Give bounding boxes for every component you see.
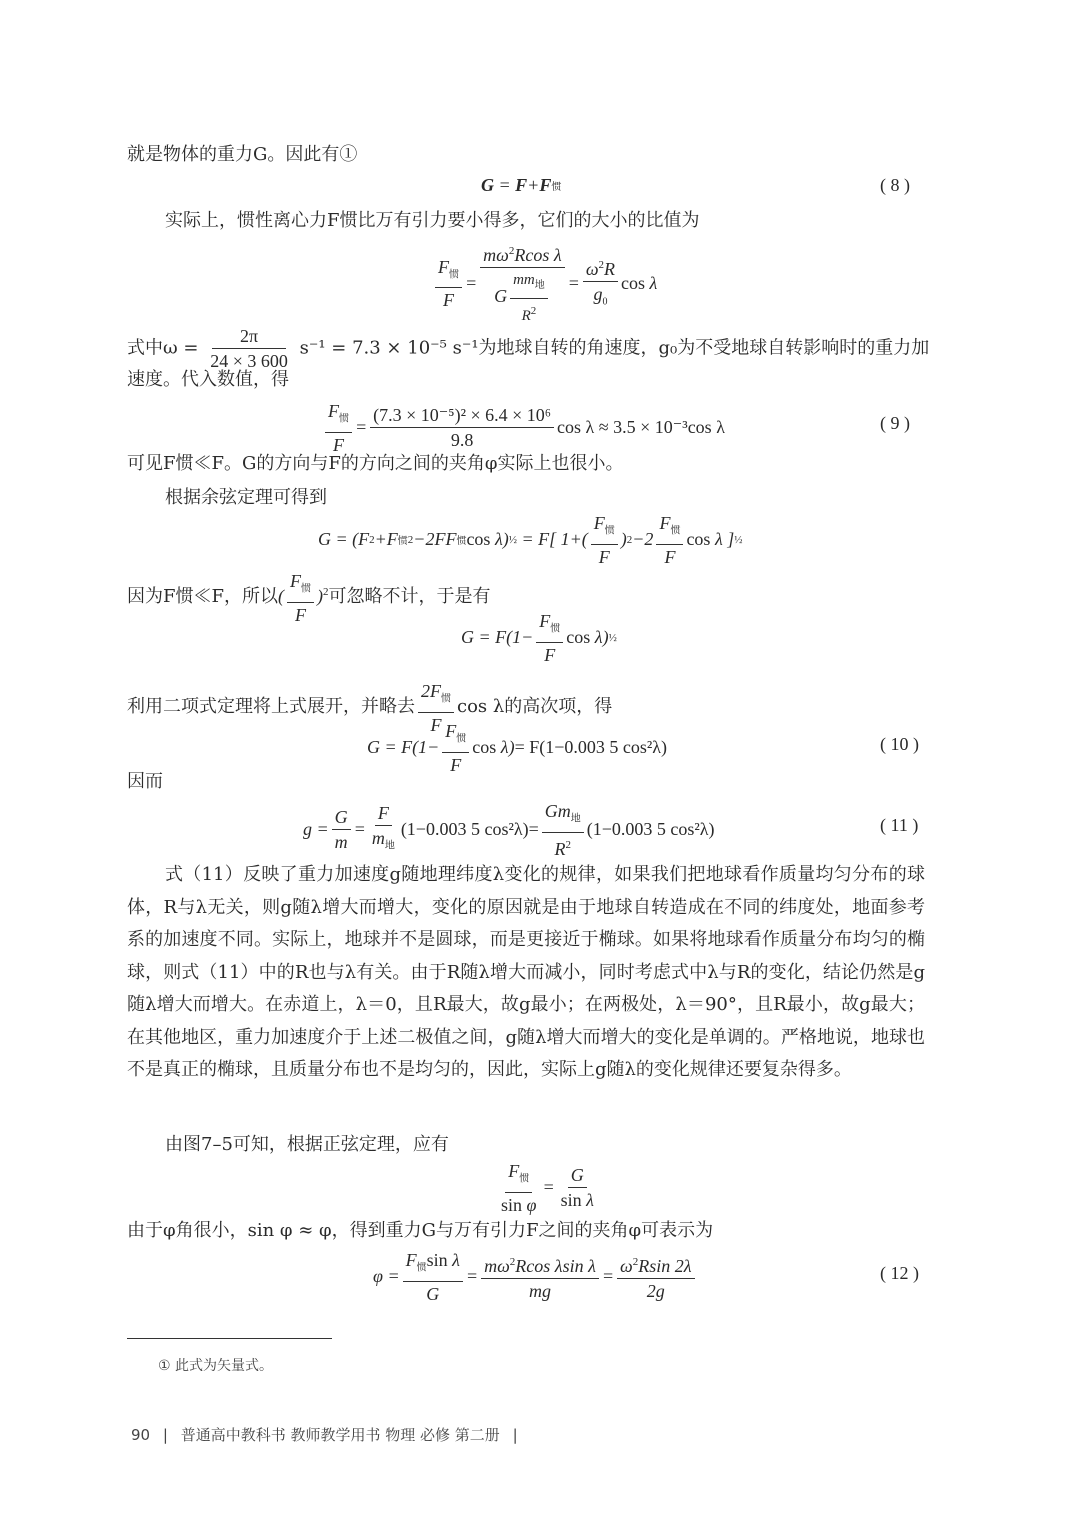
- text-line: 因为F惯≪F，所以( $\frac{F_惯}{F}$ )$^2$可忽略不计，于是有: [127, 571, 491, 625]
- text-line: 实际上，惯性离心力F惯比万有引力要小得多，它们的大小的比值为: [165, 210, 700, 231]
- text-line: 式中ω = $\frac{2\pi}{24 \times 3 600}$ s⁻¹ = 7.3 × 10⁻⁵ s⁻¹为地球自转的角速度，g₀为不受地球自转影响时的重力加: [127, 326, 930, 371]
- text-line: 由于φ角很小，sin φ ≈ φ，得到重力G与万有引力F之间的夹角φ可表示为: [127, 1220, 714, 1241]
- equation-number: ( 10 ): [880, 734, 919, 754]
- footnote: ① 此式为矢量式。: [158, 1358, 274, 1374]
- page-footer: 90 | 普通高中教科书 教师教学用书 物理 必修 第二册 |: [131, 1426, 518, 1444]
- text-line: 根据余弦定理可得到: [165, 487, 327, 508]
- equation-cosine-law: G = (F 2 +F 惯 2 −2FF 惯 cos λ) ½ = F[ 1+( $\frac{F_惯}{F}$ ) 2 −2 $\frac{F_惯}{F}$ cos λ ] ½: [318, 513, 743, 567]
- footnote-divider: [127, 1338, 332, 1339]
- equation-number: ( 11 ): [880, 815, 919, 835]
- equation-sine-law: $\frac{F_惯}{\text{sin φ}}$ = $\frac{G}{\text{sin λ}}$: [501, 1161, 594, 1215]
- equation-10: G = F(1− $\frac{F_惯}{F}$ cos λ) = F(1−0.003 5 cos²λ): [367, 721, 667, 775]
- equation-number: ( 8 ): [880, 175, 910, 195]
- equation-11: g = $\frac{G}{m}$ = $\frac{F}{m_地}$ (1−0.003 5 cos²λ)= $\frac{Gm_地}{R^2}$ (1−0.003 5 cos²λ): [303, 801, 715, 859]
- equation-8: G = F + F 惯: [481, 175, 562, 195]
- equation-9: $\frac{F_惯}{F}$ = $\frac{\text{(7.3 × 10⁻⁵)² × 6.4 × 10⁶}}{9.8}$ cos λ ≈ 3.5 × 10⁻³cos λ: [322, 400, 725, 456]
- text-line: 就是物体的重力G。因此有①: [127, 144, 358, 165]
- text-line: 可见F惯≪F。G的方向与F的方向之间的夹角φ实际上也很小。: [127, 453, 624, 474]
- equation-number: ( 9 ): [880, 413, 910, 433]
- page-number: 90: [131, 1426, 151, 1444]
- text-line: 由图7–5可知，根据正弦定理，应有: [165, 1134, 449, 1155]
- body-paragraph: 式（11）反映了重力加速度g随地理纬度λ变化的规律，如果我们把地球看作质量均匀分布的球体，R与λ无关，则g随λ增大而增大，变化的原因就是由于地球自转造成在不同的纬度处，地面参考系的加速度不同。实际上，地球并不是圆球，而是更接近于椭球。如果将地球看作质量分布均匀的椭球，则式（11）中的R也与λ有关。由于R随λ增大而减小，同时考虑式中λ与R的变化，结论仍然是g随λ增大而增大。在赤道上，λ＝0，且R最大，故g最小；在两极处，λ＝90°，且R最小，故g最大；在其他地区，重力加速度介于上述二极值之间，g随λ增大而增大的变化是单调的。严格地说，地球也不是真正的椭球，且质量分布也不是均匀的，因此，实际上g随λ的变化规律还要复杂得多。: [127, 864, 925, 1080]
- text-line: 速度。代入数值，得: [127, 369, 289, 390]
- equation-approx: G = F(1− $\frac{F_惯}{F}$ cos λ) ½: [461, 611, 617, 665]
- text-line: 因而: [127, 771, 163, 792]
- equation-number: ( 12 ): [880, 1263, 919, 1283]
- equation-ratio: $\frac{F_惯}{F}$ = $m\omega^2Rcos$ λ G $\frac{mm_地}{R^2}$ = $\frac{\omega^2R}{g_0}$ cos λ: [432, 240, 657, 327]
- text-line: 利用二项式定理将上式展开，并略去 $\frac{2F_惯}{F}$ cos λ的高次项，得: [127, 681, 613, 735]
- book-title: 普通高中教科书 教师教学用书 物理 必修 第二册: [180, 1426, 500, 1444]
- equation-12: φ = $\frac{F_惯\sin \lambda}{G}$ = $\frac{m\omega^2Rcos \lambda\sin \lambda}{mg}$ = $\frac{\omega^2Rsin 2\lambda}{2g}$: [373, 1249, 698, 1305]
